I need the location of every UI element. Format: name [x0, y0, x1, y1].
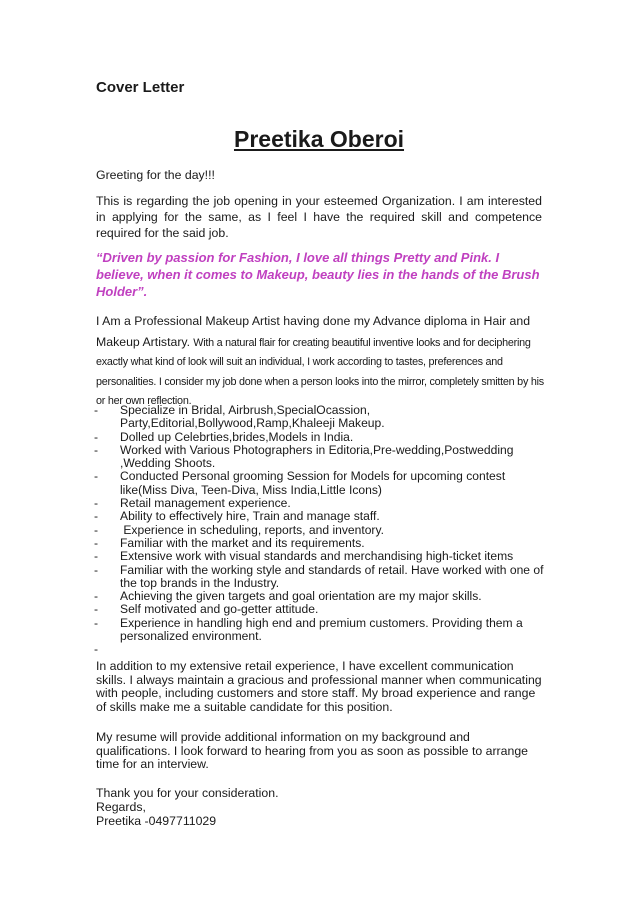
closing-paragraph-1: In addition to my extensive retail experience, I have excellent communication skills. I always maintain a gracious and professional manner when communicating with people, including customers and store staff. My broad experience and range of skills make me a suitable candidate for this position.: [96, 659, 542, 714]
bullet-dash: -: [94, 549, 99, 564]
bullet-dash: -: [94, 442, 99, 457]
list-item: [96, 537, 546, 550]
list-item: [96, 550, 546, 563]
list-item-text: Experience in handling high end and premium customers. Providing them a personalized environment.: [120, 615, 523, 644]
list-item: [96, 497, 546, 510]
list-item-text: Retail management experience.: [120, 496, 291, 511]
bullet-dash: -: [94, 469, 99, 484]
list-item-text: Extensive work with visual standards and merchandising high-ticket items: [120, 549, 514, 564]
intro-paragraph: This is regarding the job opening in your esteemed Organization. I am interested in applying for the same, as I feel I have the required skill and competence required for the said job.: [96, 194, 542, 240]
list-item-text: Achieving the given targets and goal orientation are my major skills.: [120, 589, 482, 604]
list-item-text: Conducted Personal grooming Session for Models for upcoming contest like(Miss Diva, Teen-Diva, Miss India,Little Icons): [120, 469, 506, 497]
list-item: [96, 524, 546, 537]
closing-paragraph-2: My resume will provide additional information on my background and qualifications. I look forward to hearing from you as soon as possible to arrange time for an interview.: [96, 730, 528, 771]
regards-line: Regards,: [96, 800, 146, 814]
list-item: [96, 404, 546, 431]
document-heading: Cover Letter: [96, 79, 185, 96]
list-item: [96, 590, 546, 603]
bullet-dash: -: [94, 602, 99, 617]
list-item-text: Ability to effectively hire, Train and manage staff.: [120, 509, 380, 524]
bullet-dash: -: [94, 562, 99, 577]
bullet-dash: -: [94, 535, 99, 550]
bullet-dash: -: [94, 509, 99, 524]
list-item: [96, 564, 546, 591]
list-item-text: Familiar with the market and its requirements.: [120, 535, 365, 550]
bullet-dash: -: [94, 429, 99, 444]
list-item: [96, 617, 546, 644]
about-lead-text: I Am a Professional Makeup Artist having done my Advance diploma in Hair and Makeup Artistary.: [96, 314, 531, 349]
list-item-text: Specialize in Bridal, Airbrush,SpecialOcassion, Party,Editorial,Bollywood,Ramp,Khaleeji Makeup.: [120, 403, 385, 431]
list-item-text: Familiar with the working style and standards of retail. Have worked with one of the top brands in the Industry.: [120, 562, 544, 590]
about-rest-text: With a natural flair for creating beautiful inventive looks and for deciphering exactly what kind of look will suit an individual, I work according to tastes, preferences and personalities. I consider my job done when a person looks into the mirror, completely smitten by his or her own reflection.: [96, 336, 544, 407]
applicant-name: Preetika Oberoi: [233, 126, 405, 152]
signature-line: Preetika -0497711029: [96, 814, 217, 828]
thanks-line: Thank you for your consideration.: [96, 786, 279, 800]
bullet-dash: -: [94, 615, 99, 630]
list-item: [96, 431, 546, 444]
bullet-dash: -: [94, 589, 99, 604]
bullet-dash: -: [94, 403, 99, 417]
list-item-text: Dolled up Celebrties,brides,Models in India.: [120, 429, 354, 444]
skills-list: [96, 404, 546, 656]
list-item: [96, 603, 546, 616]
about-paragraph: [96, 312, 544, 412]
list-item: [96, 470, 546, 497]
list-item-text: Experience in scheduling, reports, and inventory.: [120, 522, 384, 537]
list-item-text: Self motivated and go-getter attitude.: [120, 602, 319, 617]
list-item: [96, 510, 546, 523]
bullet-dash: -: [94, 496, 99, 511]
greeting-line: Greeting for the day!!!: [96, 168, 215, 182]
signoff-block: [96, 786, 279, 828]
bullet-dash: -: [94, 522, 99, 537]
list-item: [96, 444, 546, 471]
list-item-text: Worked with Various Photographers in Editoria,Pre-wedding,Postwedding ,Wedding Shoots.: [120, 442, 514, 471]
personal-quote: “Driven by passion for Fashion, I love all things Pretty and Pink. I believe, when it comes to Makeup, beauty lies in the hands of the Brush Holder”.: [96, 250, 540, 299]
list-item: [96, 643, 546, 656]
bullet-dash: -: [94, 642, 99, 657]
